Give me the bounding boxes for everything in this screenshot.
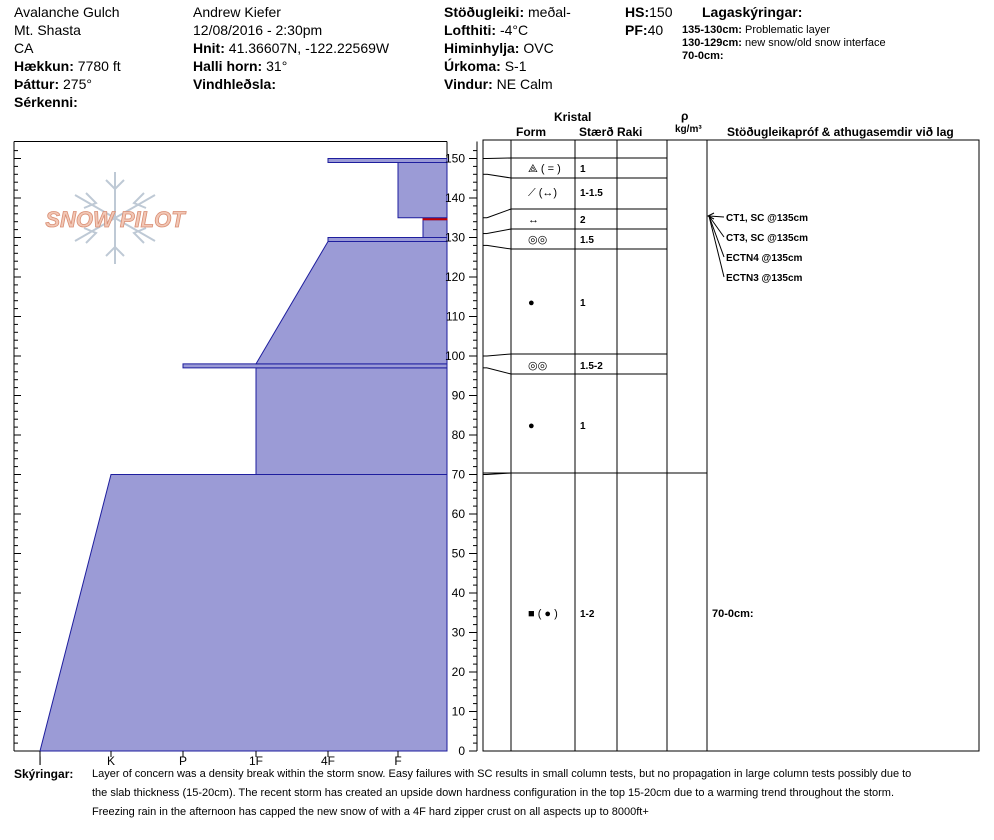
- layer-comment: 70-0cm:: [712, 607, 754, 620]
- depth-tick-label: 30: [451, 625, 465, 640]
- layer-connector: [487, 368, 511, 374]
- slope-label: Halli horn:: [193, 58, 263, 74]
- coordinates-value: 41.36607N, -122.22569W: [228, 40, 390, 56]
- features-label: Sérkenni:: [14, 94, 78, 110]
- hardness-tick-label: 1F: [248, 754, 264, 768]
- layer-form: ●: [528, 297, 535, 309]
- depth-tick-label: 60: [451, 507, 465, 521]
- snowpilot-logo: [45, 172, 186, 264]
- layer-size: 1: [580, 298, 586, 309]
- aspect-label: Þáttur:: [14, 76, 60, 92]
- footer-label: Skýringar:: [14, 767, 74, 781]
- hardness-layer: [328, 159, 447, 163]
- depth-tick-label: 90: [451, 388, 465, 403]
- layer-note-range: 135-130cm:: [682, 24, 742, 36]
- layer-size: 1: [580, 164, 586, 175]
- footer-line: Freezing rain in the afternoon has capped the new snow of with a 4F hard zipper crust on all aspects up to 8000ft+: [92, 806, 649, 818]
- wind-loading-label: Vindhleðsla:: [193, 76, 276, 92]
- layer-connector: [487, 229, 511, 234]
- depth-tick-label: 80: [451, 428, 465, 442]
- layer-note-text: Problematic layer: [745, 24, 830, 36]
- layer-connector: [487, 354, 511, 356]
- state-name: CA: [14, 40, 34, 56]
- form-header: Form: [516, 125, 546, 139]
- elevation-value: 7780 ft: [77, 58, 121, 74]
- hardness-layer: [183, 364, 447, 368]
- hardness-axis: [38, 751, 401, 768]
- hardness-layer: [256, 241, 447, 363]
- slope-value: 31°: [266, 58, 288, 74]
- layer-notes-title: Lagaskýringar:: [702, 4, 803, 20]
- layer-connector: [487, 245, 511, 249]
- location-name: Avalanche Gulch: [14, 4, 120, 20]
- depth-tick-label: 40: [451, 586, 465, 600]
- layer-connector: [487, 174, 511, 178]
- pf-label: PF:: [625, 22, 648, 38]
- precip-value: S-1: [504, 58, 527, 74]
- depth-tick-label: 100: [444, 349, 465, 363]
- depth-tick-label: 50: [451, 546, 465, 561]
- logo-text: SNOW PILOT: [45, 207, 185, 232]
- stability-test: CT3, SC @135cm: [726, 233, 809, 244]
- hardness-layer: [328, 238, 447, 242]
- hardness-tick-label: 4F: [320, 754, 336, 768]
- table-border: [483, 140, 979, 751]
- footer-line: Layer of concern was a density break within the storm snow. Easy failures with SC results in small column tests, but no propagation in large column tests possibly due to: [92, 768, 912, 780]
- depth-tick-label: 70: [451, 467, 465, 482]
- layer-table: [483, 140, 979, 751]
- depth-tick-label: 140: [444, 191, 465, 205]
- stability-test: CT1, SC @135cm: [726, 213, 809, 224]
- hardness-tick-label: K: [106, 754, 116, 768]
- mountain-name: Mt. Shasta: [14, 22, 81, 38]
- depth-tick-label: 10: [451, 704, 465, 719]
- hardness-tick-label: P: [178, 754, 188, 768]
- layer-note-text: new snow/old snow interface: [745, 37, 886, 49]
- test-pointer: [709, 216, 724, 257]
- depth-tick-label: 0: [458, 744, 465, 758]
- depth-tick-label: 150: [444, 151, 465, 166]
- hardness-tick-label: F: [394, 754, 402, 768]
- hardness-profile: [40, 159, 447, 752]
- rho-header: ρ: [681, 109, 689, 123]
- layer-note-range: 130-129cm:: [682, 37, 742, 49]
- layer-form: ◎◎: [528, 360, 548, 372]
- hardness-layer: [40, 475, 447, 752]
- comments-header: Stöðugleikapróf & athugasemdir við lag: [727, 125, 954, 139]
- crystal-header: Kristal: [554, 110, 592, 124]
- layer-size: 2: [580, 215, 586, 226]
- layer-size: 1.5: [580, 235, 594, 246]
- hardness-layer: [256, 368, 447, 475]
- depth-tick-label: 20: [451, 665, 465, 679]
- sky-value: OVC: [523, 40, 554, 56]
- depth-axis: [445, 142, 477, 759]
- coordinates-label: Hnit:: [193, 40, 225, 56]
- test-pointer: [709, 216, 724, 277]
- footer-line: the slab thickness (15-20cm). The recent storm has created an upside down hardness configuration in the top 15-20cm due to a warming trend throughout the storm.: [92, 787, 895, 799]
- air-temp-label: Lofthiti:: [444, 22, 497, 38]
- depth-tick-label: 110: [445, 309, 465, 324]
- layer-form: ⟋ (↔): [528, 187, 558, 199]
- air-temp-value: -4°C: [499, 22, 529, 38]
- layer-form: ◎◎: [528, 234, 548, 246]
- stability-test: ECTN4 @135cm: [726, 253, 803, 264]
- layer-form: ■ ( ● ): [528, 608, 558, 620]
- hardness-layer: [398, 162, 447, 217]
- layer-size: 1: [580, 421, 586, 432]
- pf-value: 40: [647, 22, 664, 38]
- stability-value: meðal-: [528, 4, 571, 20]
- hs-value: 150: [649, 4, 673, 20]
- moisture-header: Raki: [617, 125, 643, 139]
- density-unit-header: kg/m³: [675, 124, 702, 135]
- aspect-value: 275°: [63, 76, 92, 92]
- layer-size: 1.5-2: [580, 361, 603, 372]
- sky-label: Himinhylja:: [444, 40, 520, 56]
- observer-name: Andrew Kiefer: [193, 4, 281, 20]
- layer-connector: [487, 209, 511, 218]
- depth-tick-label: 130: [444, 230, 465, 245]
- wind-label: Vindur:: [444, 76, 493, 92]
- hs-label: HS:: [625, 4, 650, 20]
- hardness-layer: [423, 220, 447, 238]
- layer-form: ●: [528, 420, 535, 432]
- layer-form: ↔: [528, 214, 539, 226]
- stability-test: ECTN3 @135cm: [726, 273, 803, 284]
- elevation-label: Hækkun:: [14, 58, 74, 74]
- precip-label: Úrkoma:: [444, 58, 501, 74]
- hardness-tick-label: I: [38, 754, 42, 768]
- stability-label: Stöðugleiki:: [444, 4, 525, 20]
- layer-size: 1-1.5: [580, 188, 603, 199]
- depth-tick-label: 120: [444, 270, 465, 284]
- size-header: Stærð: [579, 125, 614, 139]
- observation-datetime: 12/08/2016 - 2:30pm: [193, 22, 323, 38]
- layer-note-range: 70-0cm:: [682, 50, 724, 62]
- layer-size: 1-2: [580, 609, 595, 620]
- layer-connector: [487, 158, 511, 159]
- test-pointer: [709, 216, 724, 217]
- wind-value: NE Calm: [496, 76, 553, 92]
- layer-form: ⟁ ( = ): [528, 163, 561, 175]
- stability-tests: [708, 213, 808, 620]
